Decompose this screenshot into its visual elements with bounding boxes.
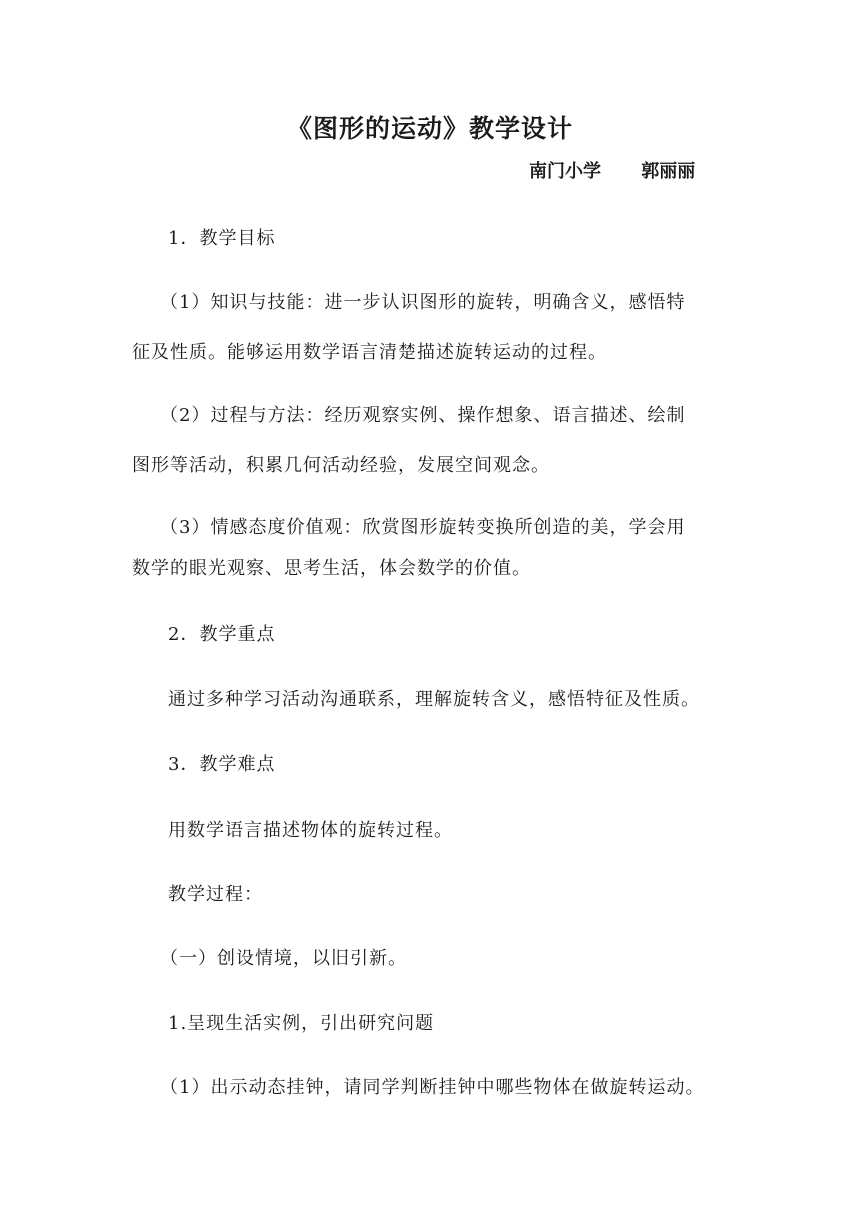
author-line [529, 158, 695, 186]
process-heading: 教学过程： [168, 884, 263, 905]
objective-3-line-1: （3）情感态度价值观：欣赏图形旋转变换所创造的美，学会用 [160, 517, 686, 538]
objective-1-line-1: （1）知识与技能：进一步认识图形的旋转，明确含义，感悟特 [160, 292, 686, 313]
process-step-1: （一）创设情境，以旧引新。 [160, 948, 407, 969]
objective-1-line-2: 征及性质。能够运用数学语言清楚描述旋转运动的过程。 [132, 342, 607, 363]
difficulty-heading: 3．教学难点 [168, 754, 276, 775]
difficulty-text: 用数学语言描述物体的旋转过程。 [168, 820, 453, 841]
process-step-1-1-a: （1）出示动态挂钟，请同学判断挂钟中哪些物体在做旋转运动。 [160, 1077, 705, 1098]
document-title: 《图形的运动》教学设计 [286, 114, 573, 143]
author-name: 郭丽丽 [641, 161, 696, 182]
objective-2-line-2: 图形等活动，积累几何活动经验，发展空间观念。 [132, 455, 550, 476]
process-step-1-1: 1.呈现生活实例，引出研究问题 [168, 1013, 435, 1034]
key-text: 通过多种学习活动沟通联系，理解旋转含义，感悟特征及性质。 [168, 689, 700, 710]
objective-3-line-2: 数学的眼光观察、思考生活，体会数学的价值。 [132, 558, 531, 579]
objectives-heading: 1．教学目标 [168, 228, 276, 249]
author-school: 南门小学 [529, 161, 601, 182]
key-heading: 2．教学重点 [168, 624, 276, 645]
objective-2-line-1: （2）过程与方法：经历观察实例、操作想象、语言描述、绘制 [160, 405, 686, 426]
